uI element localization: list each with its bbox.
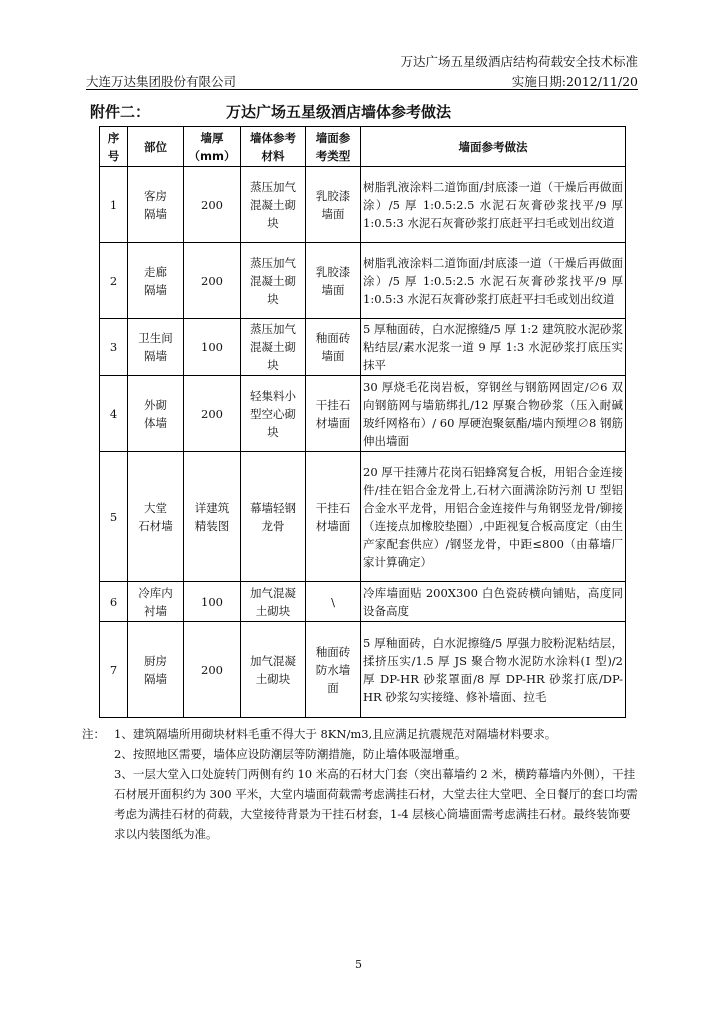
cell-method: 5 厚釉面砖，白水泥擦缝/5 厚 1:2 建筑胶水泥砂浆粘结层/素水泥浆一道 9 厚 1:3 水泥砂浆打底压实抹平 (361, 319, 626, 376)
cell-no: 5 (100, 452, 128, 582)
header-rule (86, 89, 638, 90)
note-text: 一层大堂入口处旋转门两侧有约 10 米高的石材大门套（突出幕墙约 2 米，横跨幕墙内外侧），干挂石材展开面积约为 300 平米，大堂内墙面荷载需考虑满挂石材，大堂去往大堂吧、全日餐厅的套口均需考虑为满挂石材的荷载，大堂接待背景为干挂石材套，1-4 层核心筒墙面需考虑满挂石材。最终装饰要求以内装图纸为准。 (114, 767, 638, 841)
effective-date: 实施日期:2012/11/20 (511, 74, 638, 89)
table-row (100, 376, 626, 452)
cell-method: 树脂乳液涂料二道饰面/封底漆一道（干燥后再做面涂）/5 厚 1:0.5:2.5 水泥石灰膏砂浆找平/9 厚 1:0.5:3 水泥石灰膏砂浆打底赶平扫毛或划出纹道 (361, 167, 626, 243)
note-text: 按照地区需要，墙体应设防潮层等防潮措施，防止墙体吸湿增重。 (132, 747, 467, 761)
cell-method: 5 厚釉面砖，白水泥擦缝/5 厚强力胶粉泥粘结层，揉挤压实/1.5 厚 JS 聚合物水泥防水涂料(Ⅰ 型)/2 厚 DP-HR 砂浆罩面/8 厚 DP-HR 砂浆打底/DP-HR 砂浆勾实接缝、修补墙面、拉毛 (361, 622, 626, 718)
cell-location: 厨房 隔墙 (128, 622, 184, 718)
cell-surface-type: 干挂石 材墙面 (306, 376, 361, 452)
table-row (100, 319, 626, 376)
cell-method: 树脂乳液涂料二道饰面/封底漆一道（干燥后再做面涂）/5 厚 1:0.5:2.5 水泥石灰膏砂浆找平/9 厚 1:0.5:3 水泥石灰膏砂浆打底赶平扫毛或划出纹道 (361, 243, 626, 319)
wall-method-table (99, 126, 626, 718)
cell-thickness: 200 (184, 167, 241, 243)
table-row (100, 582, 626, 622)
note-text: 建筑隔墙所用砌块材料毛重不得大于 8KN/m3,且应满足抗震规范对隔墙材料要求。 (132, 727, 557, 741)
note-number: 3、 (114, 767, 133, 781)
cell-surface-type: 乳胶漆 墙面 (306, 243, 361, 319)
cell-location: 走廊 隔墙 (128, 243, 184, 319)
cell-thickness: 200 (184, 622, 241, 718)
note-item (82, 764, 642, 844)
notes-section (82, 724, 642, 844)
page-number: 5 (355, 958, 362, 971)
note-number: 1、 (114, 727, 133, 741)
notes-label: 注： (82, 727, 105, 741)
header-location: 部位 (128, 127, 184, 167)
cell-no: 2 (100, 243, 128, 319)
note-item (82, 724, 642, 744)
header-no: 序号 (100, 127, 128, 167)
cell-no: 3 (100, 319, 128, 376)
cell-location: 大堂 石材墙 (128, 452, 184, 582)
table-header-row (100, 127, 626, 167)
cell-thickness: 详建筑 精装图 (184, 452, 241, 582)
cell-no: 6 (100, 582, 128, 622)
cell-material: 加气混凝 土砌块 (241, 622, 306, 718)
cell-thickness: 200 (184, 243, 241, 319)
cell-thickness: 100 (184, 582, 241, 622)
cell-surface-type: 釉面砖 防水墙 面 (306, 622, 361, 718)
cell-location: 客房 隔墙 (128, 167, 184, 243)
standard-title: 万达广场五星级酒店结构荷载安全技术标准 (400, 54, 638, 69)
note-number: 2、 (114, 747, 133, 761)
cell-location: 卫生间 隔墙 (128, 319, 184, 376)
cell-material: 加气混凝 土砌块 (241, 582, 306, 622)
cell-material: 蒸压加气 混凝土砌 块 (241, 243, 306, 319)
table-body (100, 167, 626, 718)
cell-location: 外砌 体墙 (128, 376, 184, 452)
cell-material: 蒸压加气 混凝土砌 块 (241, 319, 306, 376)
cell-location: 冷库内 衬墙 (128, 582, 184, 622)
cell-no: 4 (100, 376, 128, 452)
cell-thickness: 100 (184, 319, 241, 376)
table-row (100, 243, 626, 319)
cell-surface-type: 釉面砖 墙面 (306, 319, 361, 376)
cell-thickness: 200 (184, 376, 241, 452)
cell-method: 20 厚干挂薄片花岗石铝蜂窝复合板，用铝合金连接件/挂在铝合金龙骨上,石材六面满涂防污剂 U 型铝合金水平龙骨，用铝合金连接件与角钢竖龙骨/铆接（连接点加橡胶垫圈）,中距视复合板高度定（由生产家配套供应）/钢竖龙骨，中距≤800（由幕墙厂家计算确定） (361, 452, 626, 582)
table-row (100, 452, 626, 582)
note-item (82, 744, 642, 764)
appendix-label: 附件二： (90, 103, 151, 121)
cell-no: 7 (100, 622, 128, 718)
header-surface-type: 墙面参 考类型 (306, 127, 361, 167)
cell-material: 幕墙轻钢 龙骨 (241, 452, 306, 582)
document-title: 万达广场五星级酒店墙体参考做法 (226, 103, 452, 121)
cell-material: 轻集料小 型空心砌 块 (241, 376, 306, 452)
cell-surface-type: 乳胶漆 墙面 (306, 167, 361, 243)
cell-surface-type: \ (306, 582, 361, 622)
cell-method: 30 厚烧毛花岗岩板，穿钢丝与钢筋网固定/∅6 双向钢筋网与墙筋绑扎/12 厚聚合物砂浆（压入耐碱玻纤网格布）/ 60 厚硬泡聚氨酯/墙内预埋∅8 钢筋伸出墙面 (361, 376, 626, 452)
table-row (100, 622, 626, 718)
cell-method: 冷库墙面贴 200X300 白色瓷砖横向铺贴，高度同设备高度 (361, 582, 626, 622)
cell-material: 蒸压加气 混凝土砌 块 (241, 167, 306, 243)
table-row (100, 167, 626, 243)
header-material: 墙体参考 材料 (241, 127, 306, 167)
cell-no: 1 (100, 167, 128, 243)
header-method: 墙面参考做法 (361, 127, 626, 167)
header-thickness: 墙厚 （mm） (184, 127, 241, 167)
cell-surface-type: 干挂石 材墙面 (306, 452, 361, 582)
company-name: 大连万达集团股份有限公司 (86, 74, 237, 89)
